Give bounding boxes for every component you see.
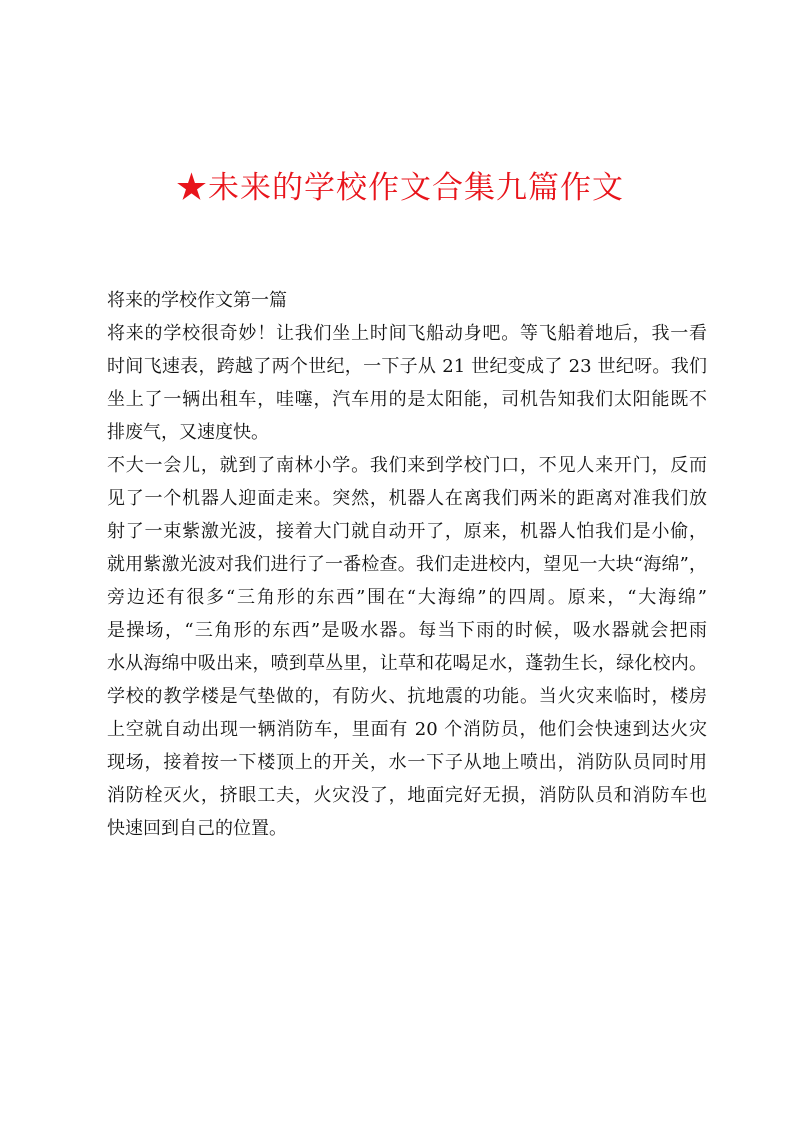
document-title: ★未来的学校作文合集九篇作文: [176, 170, 624, 206]
paragraph-line: 就用紫激光波对我们进行了一番检查。我们走进校内，望见一大块“海绵”，: [107, 554, 707, 575]
paragraph-1: [107, 317, 707, 449]
paragraph-line: 现场，接着按一下楼顶上的开关，水一下子从地上喷出，消防队员同时用: [107, 752, 707, 773]
paragraph-line: 见了一个机器人迎面走来。突然，机器人在离我们两米的距离对准我们放: [107, 488, 707, 509]
document-body: [107, 284, 707, 845]
paragraph-line: 排废气，又速度快。: [107, 422, 269, 443]
paragraph-line: 是操场，“三角形的东西”是吸水器。每当下雨的时候，吸水器就会把雨: [107, 620, 707, 641]
paragraph-line: 学校的教学楼是气垫做的，有防火、抗地震的功能。当火灾来临时，楼房: [107, 686, 707, 707]
paragraph-2: [107, 449, 707, 845]
paragraph-line: 消防栓灭火，挤眼工夫，火灾没了，地面完好无损，消防队员和消防车也: [107, 785, 707, 806]
paragraph-line: 不大一会儿，就到了南林小学。我们来到学校门口，不见人来开门，反而: [107, 455, 707, 476]
paragraph-line: 旁边还有很多“三角形的东西”围在“大海绵”的四周。原来，“大海绵”: [107, 587, 707, 608]
paragraph-line: 射了一束紫激光波，接着大门就自动开了，原来，机器人怕我们是小偷，: [107, 521, 707, 542]
paragraph-line: 将来的学校很奇妙！让我们坐上时间飞船动身吧。等飞船着地后，我一看: [107, 323, 707, 344]
paragraph-line: 上空就自动出现一辆消防车，里面有 20 个消防员，他们会快速到达火灾: [107, 719, 707, 740]
paragraph-line: 坐上了一辆出租车，哇噻，汽车用的是太阳能，司机告知我们太阳能既不: [107, 389, 707, 410]
section-heading: 将来的学校作文第一篇: [107, 290, 287, 311]
paragraph-line: 快速回到自己的位置。: [107, 818, 287, 839]
paragraph-line: 水从海绵中吸出来，喷到草丛里，让草和花喝足水，蓬勃生长，绿化校内。: [107, 653, 707, 674]
paragraph-line: 时间飞速表，跨越了两个世纪，一下子从 21 世纪变成了 23 世纪呀。我们: [107, 356, 707, 377]
